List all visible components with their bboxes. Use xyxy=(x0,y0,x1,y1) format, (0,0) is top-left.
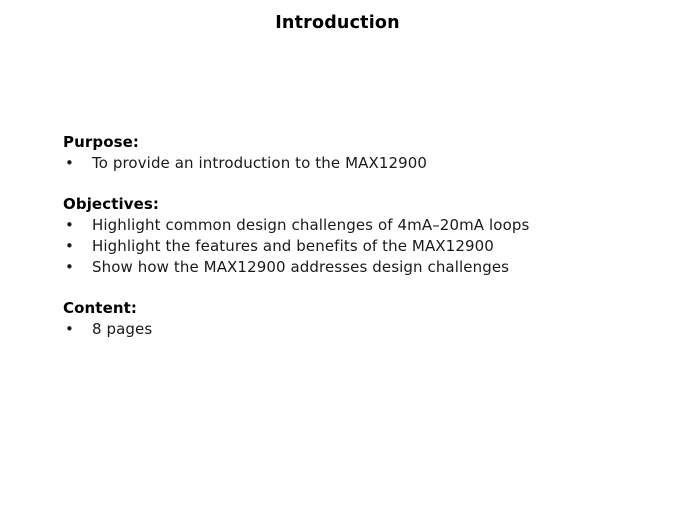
bullet-icon: • xyxy=(65,258,74,276)
list-item xyxy=(63,319,655,340)
section-heading-content: Content: xyxy=(63,299,137,317)
bullet-text: To provide an introduction to the MAX12900 xyxy=(92,154,428,172)
list-item xyxy=(63,153,655,174)
bullet-icon: • xyxy=(65,320,74,338)
section-purpose xyxy=(63,132,655,174)
list-item xyxy=(63,236,655,257)
bullet-text: Highlight the features and benefits of the MAX12900 xyxy=(92,237,494,255)
section-content xyxy=(63,298,655,340)
bullet-icon: • xyxy=(65,237,74,255)
bullet-icon: • xyxy=(65,216,74,234)
list-item xyxy=(63,257,655,278)
bullet-text: 8 pages xyxy=(92,320,153,338)
bullet-text: Highlight common design challenges of 4mA–20mA loops xyxy=(92,216,530,234)
section-heading-purpose: Purpose: xyxy=(63,133,140,151)
slide-title: Introduction xyxy=(275,13,400,33)
list-item xyxy=(63,215,655,236)
section-objectives xyxy=(63,194,655,278)
section-heading-objectives: Objectives: xyxy=(63,195,159,213)
bullet-text: Show how the MAX12900 addresses design challenges xyxy=(92,258,510,276)
bullet-icon: • xyxy=(65,154,74,172)
slide-body xyxy=(63,132,655,340)
